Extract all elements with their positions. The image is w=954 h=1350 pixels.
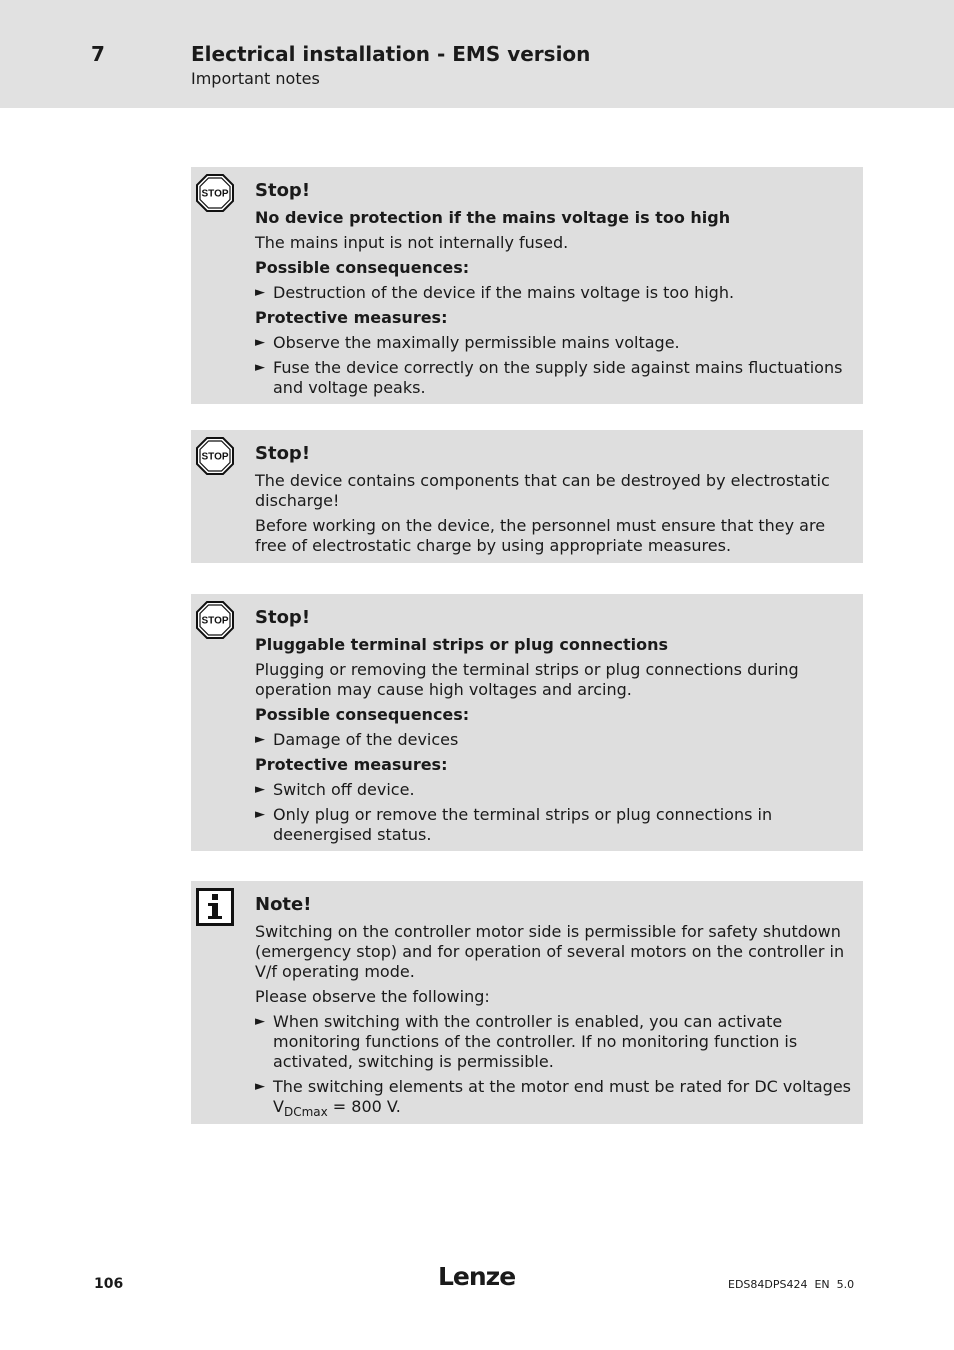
stop-title: Stop! xyxy=(255,607,311,628)
list-item: ► Fuse the device correctly on the supply side against mains fluctuations and voltage peaks. xyxy=(255,358,843,397)
stop-box-terminal-strips xyxy=(191,594,863,851)
page-header xyxy=(0,0,954,108)
list-item: ► Only plug or remove the terminal strips or plug connections in deenergised status. xyxy=(255,805,773,844)
note-box-motor-switching xyxy=(191,881,863,1124)
note-text: Please observe the following: xyxy=(255,987,490,1006)
list-item: ► Observe the maximally permissible mains voltage. xyxy=(255,333,680,352)
stop-heading: Pluggable terminal strips or plug connections xyxy=(255,635,668,654)
stop-box-electrostatic xyxy=(191,430,863,563)
list-item: ► Switch off device. xyxy=(255,780,415,799)
note-title: Note! xyxy=(255,894,312,915)
list-item: ► Destruction of the device if the mains voltage is too high. xyxy=(255,283,735,302)
chapter-number: 7 xyxy=(91,42,105,66)
list-item: ► When switching with the controller is enabled, you can activate monitoring functions of the controller. If no monitoring function is activated, switching is permissible. xyxy=(255,1012,798,1071)
stop-sign-icon xyxy=(196,437,234,475)
list-item: ► Damage of the devices xyxy=(255,730,459,749)
consequences-label: Possible consequences: xyxy=(255,258,470,277)
info-icon xyxy=(196,888,234,926)
svg-text:STOP: STOP xyxy=(201,188,229,200)
consequences-label: Possible consequences: xyxy=(255,705,470,724)
list-item: ► The switching elements at the motor end must be rated for DC voltages $V_{DCmax} = 800$ V. xyxy=(255,1077,852,1120)
svg-text:STOP: STOP xyxy=(201,615,229,627)
stop-text: The device contains components that can be destroyed by electrostatic discharge! xyxy=(255,471,830,510)
stop-text: Before working on the device, the personnel must ensure that they are free of electrostatic charge by using appropriate measures. xyxy=(255,516,826,555)
stop-title: Stop! xyxy=(255,180,311,201)
lenze-logo: Lenze xyxy=(438,1262,516,1291)
chapter-subtitle: Important notes xyxy=(191,69,320,88)
document-id: EDS84DPS424 EN 5.0 xyxy=(728,1278,855,1291)
stop-text: The mains input is not internally fused. xyxy=(255,233,569,252)
page-number: 106 xyxy=(94,1276,124,1292)
stop-sign-icon xyxy=(196,174,234,212)
stop-heading: No device protection if the mains voltage is too high xyxy=(255,208,731,227)
measures-label: Protective measures: xyxy=(255,755,448,774)
svg-text:STOP: STOP xyxy=(201,451,229,463)
stop-box-mains-voltage xyxy=(191,167,863,404)
measures-label: Protective measures: xyxy=(255,308,448,327)
note-text: Switching on the controller motor side is permissible for safety shutdown (emergency stop) and for operation of several motors on the controller in V/f operating mode. xyxy=(255,922,845,981)
stop-text: Plugging or removing the terminal strips or plug connections during operation may cause high voltages and arcing. xyxy=(255,660,799,699)
stop-title: Stop! xyxy=(255,443,311,464)
stop-sign-icon xyxy=(196,601,234,639)
chapter-title: Electrical installation - EMS version xyxy=(191,42,591,66)
